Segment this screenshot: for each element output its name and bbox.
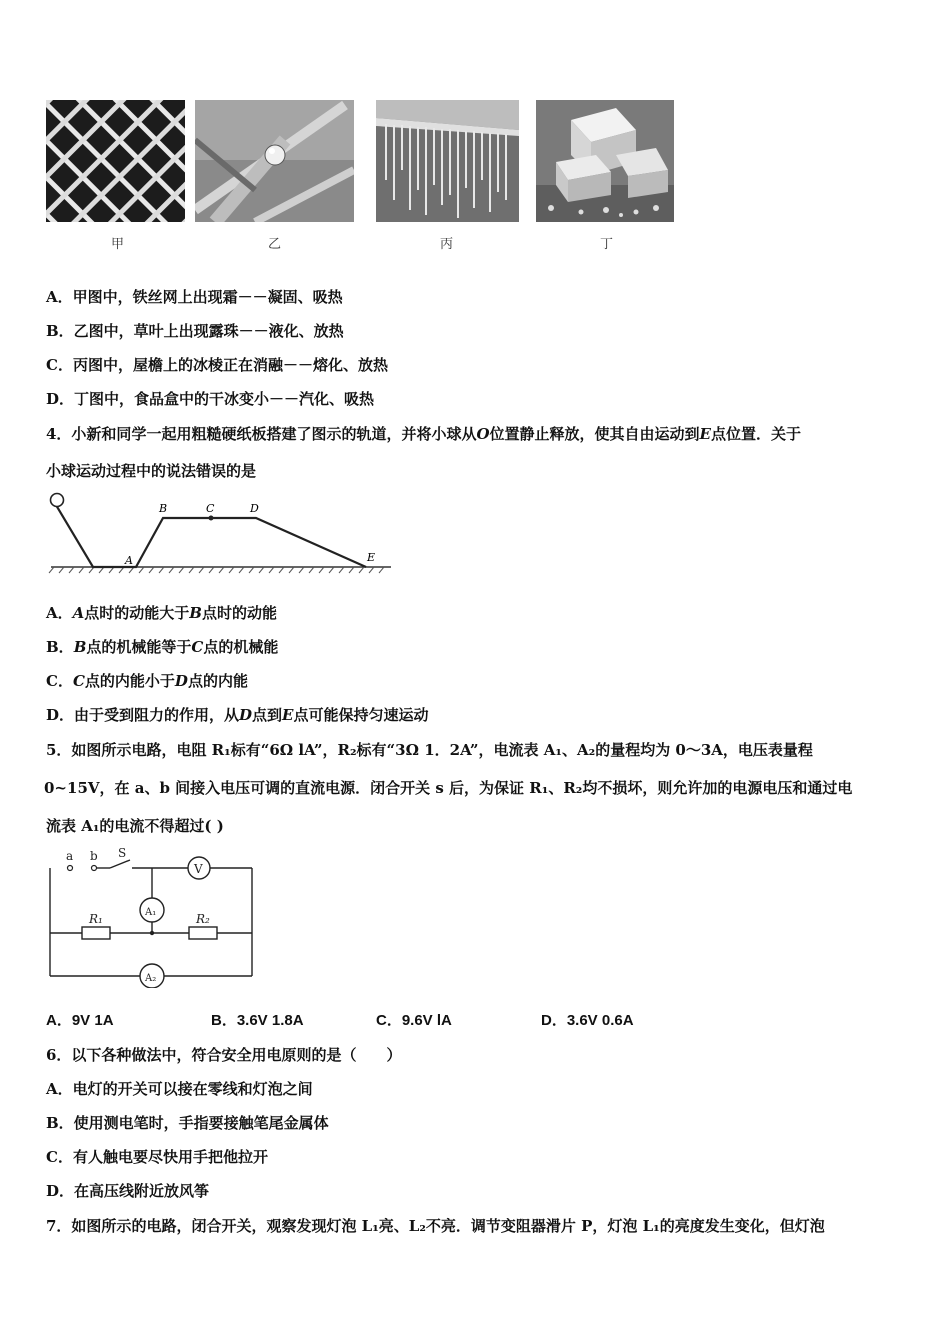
svg-text:D: D bbox=[250, 502, 259, 515]
q4-option-c: C．C点的内能小于D点的内能 bbox=[46, 672, 248, 690]
q5-option-a: A．9V 1A bbox=[46, 1012, 114, 1029]
svg-text:A₁: A₁ bbox=[145, 907, 157, 918]
svg-text:R₂: R₂ bbox=[196, 912, 210, 926]
q6-option-a: A．电灯的开关可以接在零线和灯泡之间 bbox=[46, 1080, 313, 1098]
circuit-diagram bbox=[44, 848, 264, 988]
caption-bing: 丙 bbox=[440, 237, 454, 252]
photo-dew-on-grass bbox=[195, 100, 354, 222]
q5-option-c: C．9.6V lA bbox=[376, 1012, 452, 1029]
photo-frost-wire-mesh bbox=[46, 100, 185, 222]
q3-option-a: A．甲图中，铁丝网上出现霜－－凝固、吸热 bbox=[46, 288, 343, 306]
q3-option-d: D．丁图中，食品盒中的干冰变小－－汽化、吸热 bbox=[46, 390, 375, 408]
q5-stem-line3: 流表 A₁的电流不得超过( ) bbox=[46, 817, 224, 835]
svg-text:E: E bbox=[367, 551, 376, 564]
photo-icicles-melting bbox=[376, 100, 519, 222]
q3-option-b: B．乙图中，草叶上出现露珠－－液化、放热 bbox=[46, 322, 344, 340]
svg-text:S: S bbox=[118, 848, 127, 860]
caption-yi: 乙 bbox=[268, 237, 282, 252]
q4-stem-line2: 小球运动过程中的说法错误的是 bbox=[46, 462, 257, 480]
q6-option-c: C．有人触电要尽快用手把他拉开 bbox=[46, 1148, 268, 1166]
svg-text:a: a bbox=[66, 849, 74, 863]
q5-option-b: B．3.6V 1.8A bbox=[211, 1012, 304, 1029]
svg-text:R₁: R₁ bbox=[89, 912, 103, 926]
svg-text:C: C bbox=[206, 502, 215, 515]
q4-option-a: A．A点时的动能大于B点时的动能 bbox=[46, 604, 277, 622]
svg-text:A: A bbox=[125, 554, 133, 567]
svg-text:A₂: A₂ bbox=[145, 973, 157, 984]
svg-text:B: B bbox=[159, 502, 168, 515]
caption-ding: 丁 bbox=[600, 237, 614, 252]
caption-jia: 甲 bbox=[111, 237, 125, 252]
q4-stem-line1: 4．小新和同学一起用粗糙硬纸板搭建了图示的轨道，并将小球从O位置静止释放，使其自由运动到E点位置．关于 bbox=[46, 425, 801, 443]
q6-stem: 6．以下各种做法中，符合安全用电原则的是（ ） bbox=[46, 1046, 402, 1064]
q5-stem-line1: 5．如图所示电路，电阻 R₁标有“6Ω lA”，R₂标有“3Ω 1．2A”，电流表 A₁、A₂的量程均为 0～3A，电压表量程 bbox=[46, 741, 813, 759]
q5-option-d: D．3.6V 0.6A bbox=[541, 1012, 634, 1029]
svg-text:V: V bbox=[194, 862, 203, 876]
q4-option-d: D．由于受到阻力的作用，从D点到E点可能保持匀速运动 bbox=[46, 706, 429, 724]
track-diagram bbox=[46, 490, 396, 575]
q7-stem-line1: 7．如图所示的电路，闭合开关，观察发现灯泡 L₁亮、L₂不亮．调节变阻器滑片 P，灯泡 L₁的亮度发生变化，但灯泡 bbox=[46, 1217, 825, 1235]
q3-option-c: C．丙图中，屋檐上的冰棱正在消融－－熔化、放热 bbox=[46, 356, 388, 374]
q5-stem-line2: 0~15V，在 a、b 间接入电压可调的直流电源．闭合开关 s 后，为保证 R₁、R₂均不损坏，则允许加的电源电压和通过电 bbox=[44, 779, 853, 797]
photo-dry-ice-box bbox=[536, 100, 674, 222]
q6-option-d: D．在高压线附近放风筝 bbox=[46, 1182, 210, 1200]
q4-option-b: B．B点的机械能等于C点的机械能 bbox=[46, 638, 279, 656]
svg-text:b: b bbox=[90, 849, 98, 863]
q6-option-b: B．使用测电笔时，手指要接触笔尾金属体 bbox=[46, 1114, 329, 1132]
